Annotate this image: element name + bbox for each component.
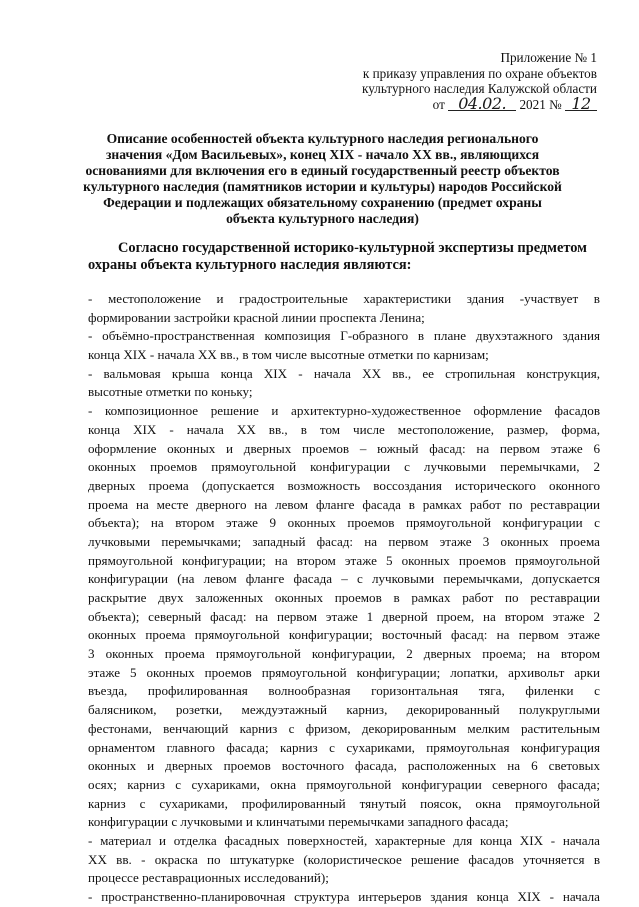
body-line: фестонами, венчающий карниз с фризом, декорированным мелким растительным: [88, 720, 600, 736]
body-line: оконных проема прямоугольной конфигурации; восточный фасад: на первом этаже: [88, 627, 600, 643]
document-title: [55, 131, 590, 227]
body-line: конфигурации (на левом фланге фасада – с лучковыми перемычками, допускается: [88, 571, 600, 587]
title-line: Федерации и подлежащих обязательному сохранению (предмет охраны: [103, 195, 542, 210]
body-line: прямоугольной конфигурации; на втором этаже 5 оконных проемов прямоугольной: [88, 552, 600, 568]
appendix-header: [297, 50, 597, 112]
title-line: объекта культурного наследия): [226, 211, 419, 226]
body-line: оконных и дверных проемов восточного фасада, расположенных на 6 световых: [88, 758, 600, 774]
intro-line: охраны объекта культурного наследия являются:: [88, 257, 412, 273]
intro-paragraph: [88, 240, 608, 274]
body-line: формировании застройки красной линии проспекта Ленина;: [88, 309, 425, 325]
body-line: - пространственно-планировочная структура интерьеров здания конца XIX - начала: [88, 889, 600, 904]
body-line: процессе реставрационных исследований);: [88, 870, 329, 886]
body-line: объекта); северный фасад: на первом этаже 1 дверной проем, на втором этаже 2: [88, 608, 600, 624]
body-line: XX вв. - окраска по штукатурке (колористическое решение фасадов уточняется в: [88, 851, 600, 867]
order-date-handwritten: 04.02.: [448, 97, 516, 111]
order-year: 2021 №: [519, 96, 562, 112]
title-line: культурного наследия (памятников истории и культуры) народов Российской: [83, 179, 562, 194]
body-line: конфигурации с лучковыми и клинчатыми перемычками западного фасада;: [88, 814, 509, 830]
body-line: - материал и отделка фасадных поверхностей, характерные для конца XIX - начала: [88, 832, 600, 848]
body-line: въезда, профилированная волнообразная горизонтальная тяга, филенки с: [88, 683, 600, 699]
body-line: - вальмовая крыша конца XIX - начала XX вв., ее стропильная конструкция,: [88, 365, 600, 381]
body-line: орнаментом главного фасада; карниз с сухариками, прямоугольная конфигурация: [88, 739, 600, 755]
body-line: - композиционное решение и архитектурно-художественное оформление фасадов: [88, 403, 600, 419]
order-reference-line-1: к приказу управления по охране объектов: [362, 65, 597, 81]
body-line: конца XIX - начала XX вв., в том числе высотные отметки по карнизам;: [88, 347, 489, 363]
order-reference-line-2: культурного наследия Калужской области: [362, 81, 597, 96]
intro-line: Согласно государственной историко-культурной экспертизы предметом: [118, 240, 587, 256]
body-line: проема на месте дверного на левом фланге фасада в рамках работ по реставрации: [88, 496, 600, 512]
body-line: 3 оконных проема прямоугольной конфигурации, 2 дверных проема; на втором: [88, 646, 600, 662]
body-line: карниз с сухариками, профилированный тянутый поясок, окна прямоугольной: [88, 795, 600, 811]
body-line: оформление оконных и дверных проемов – южный фасад: на первом этаже 6: [88, 440, 600, 456]
body-line: - объёмно-пространственная композиция Г-образного в плане двухэтажного здания: [88, 328, 600, 344]
title-line: значения «Дом Васильевых», конец XIX - начало XX вв., являющихся: [105, 147, 540, 162]
body-line: оконных проемов прямоугольной конфигурации с лучковыми перемычками, 2: [88, 459, 600, 475]
body-line: высотные отметки по коньку;: [88, 384, 253, 400]
order-date-line: [297, 93, 597, 113]
body-line: этаже 5 оконных проемов прямоугольной конфигурации; лопатки, архивольт арки: [88, 664, 600, 680]
body-line: лучковыми перемычками; западный фасад: на первом этаже 3 оконных проема: [88, 533, 600, 549]
order-prefix: от: [432, 96, 445, 112]
appendix-label: Приложение № 1: [500, 50, 597, 65]
body-line: дверных проема (допускается возможность воссоздания исторического оконного: [88, 477, 600, 493]
body-line: раскрытие двух заложенных оконных проемов в рамках работ по реставрации: [88, 590, 600, 605]
title-line: Описание особенностей объекта культурного наследия регионального: [106, 131, 539, 146]
body-line: объекта); на втором этаже 9 оконных проемов прямоугольной конфигурации с: [88, 515, 600, 531]
body-line: - местоположение и градостроительные характеристики здания -участвует в: [88, 291, 600, 306]
body-line: балясником, розетки, междуэтажный карниз, декорированный полукруглыми: [88, 702, 600, 718]
body-line: осях; карниз с сухариками, окна прямоугольной конфигурации северного фасада;: [88, 776, 600, 792]
body-line: конца XIX - начала XX вв., в том числе местоположение, размер, форма,: [88, 421, 600, 437]
title-line: основаниями для включения его в единый государственный реестр объектов: [85, 163, 560, 178]
protection-subject-list: [88, 290, 600, 907]
order-number-handwritten: 12: [565, 97, 597, 111]
